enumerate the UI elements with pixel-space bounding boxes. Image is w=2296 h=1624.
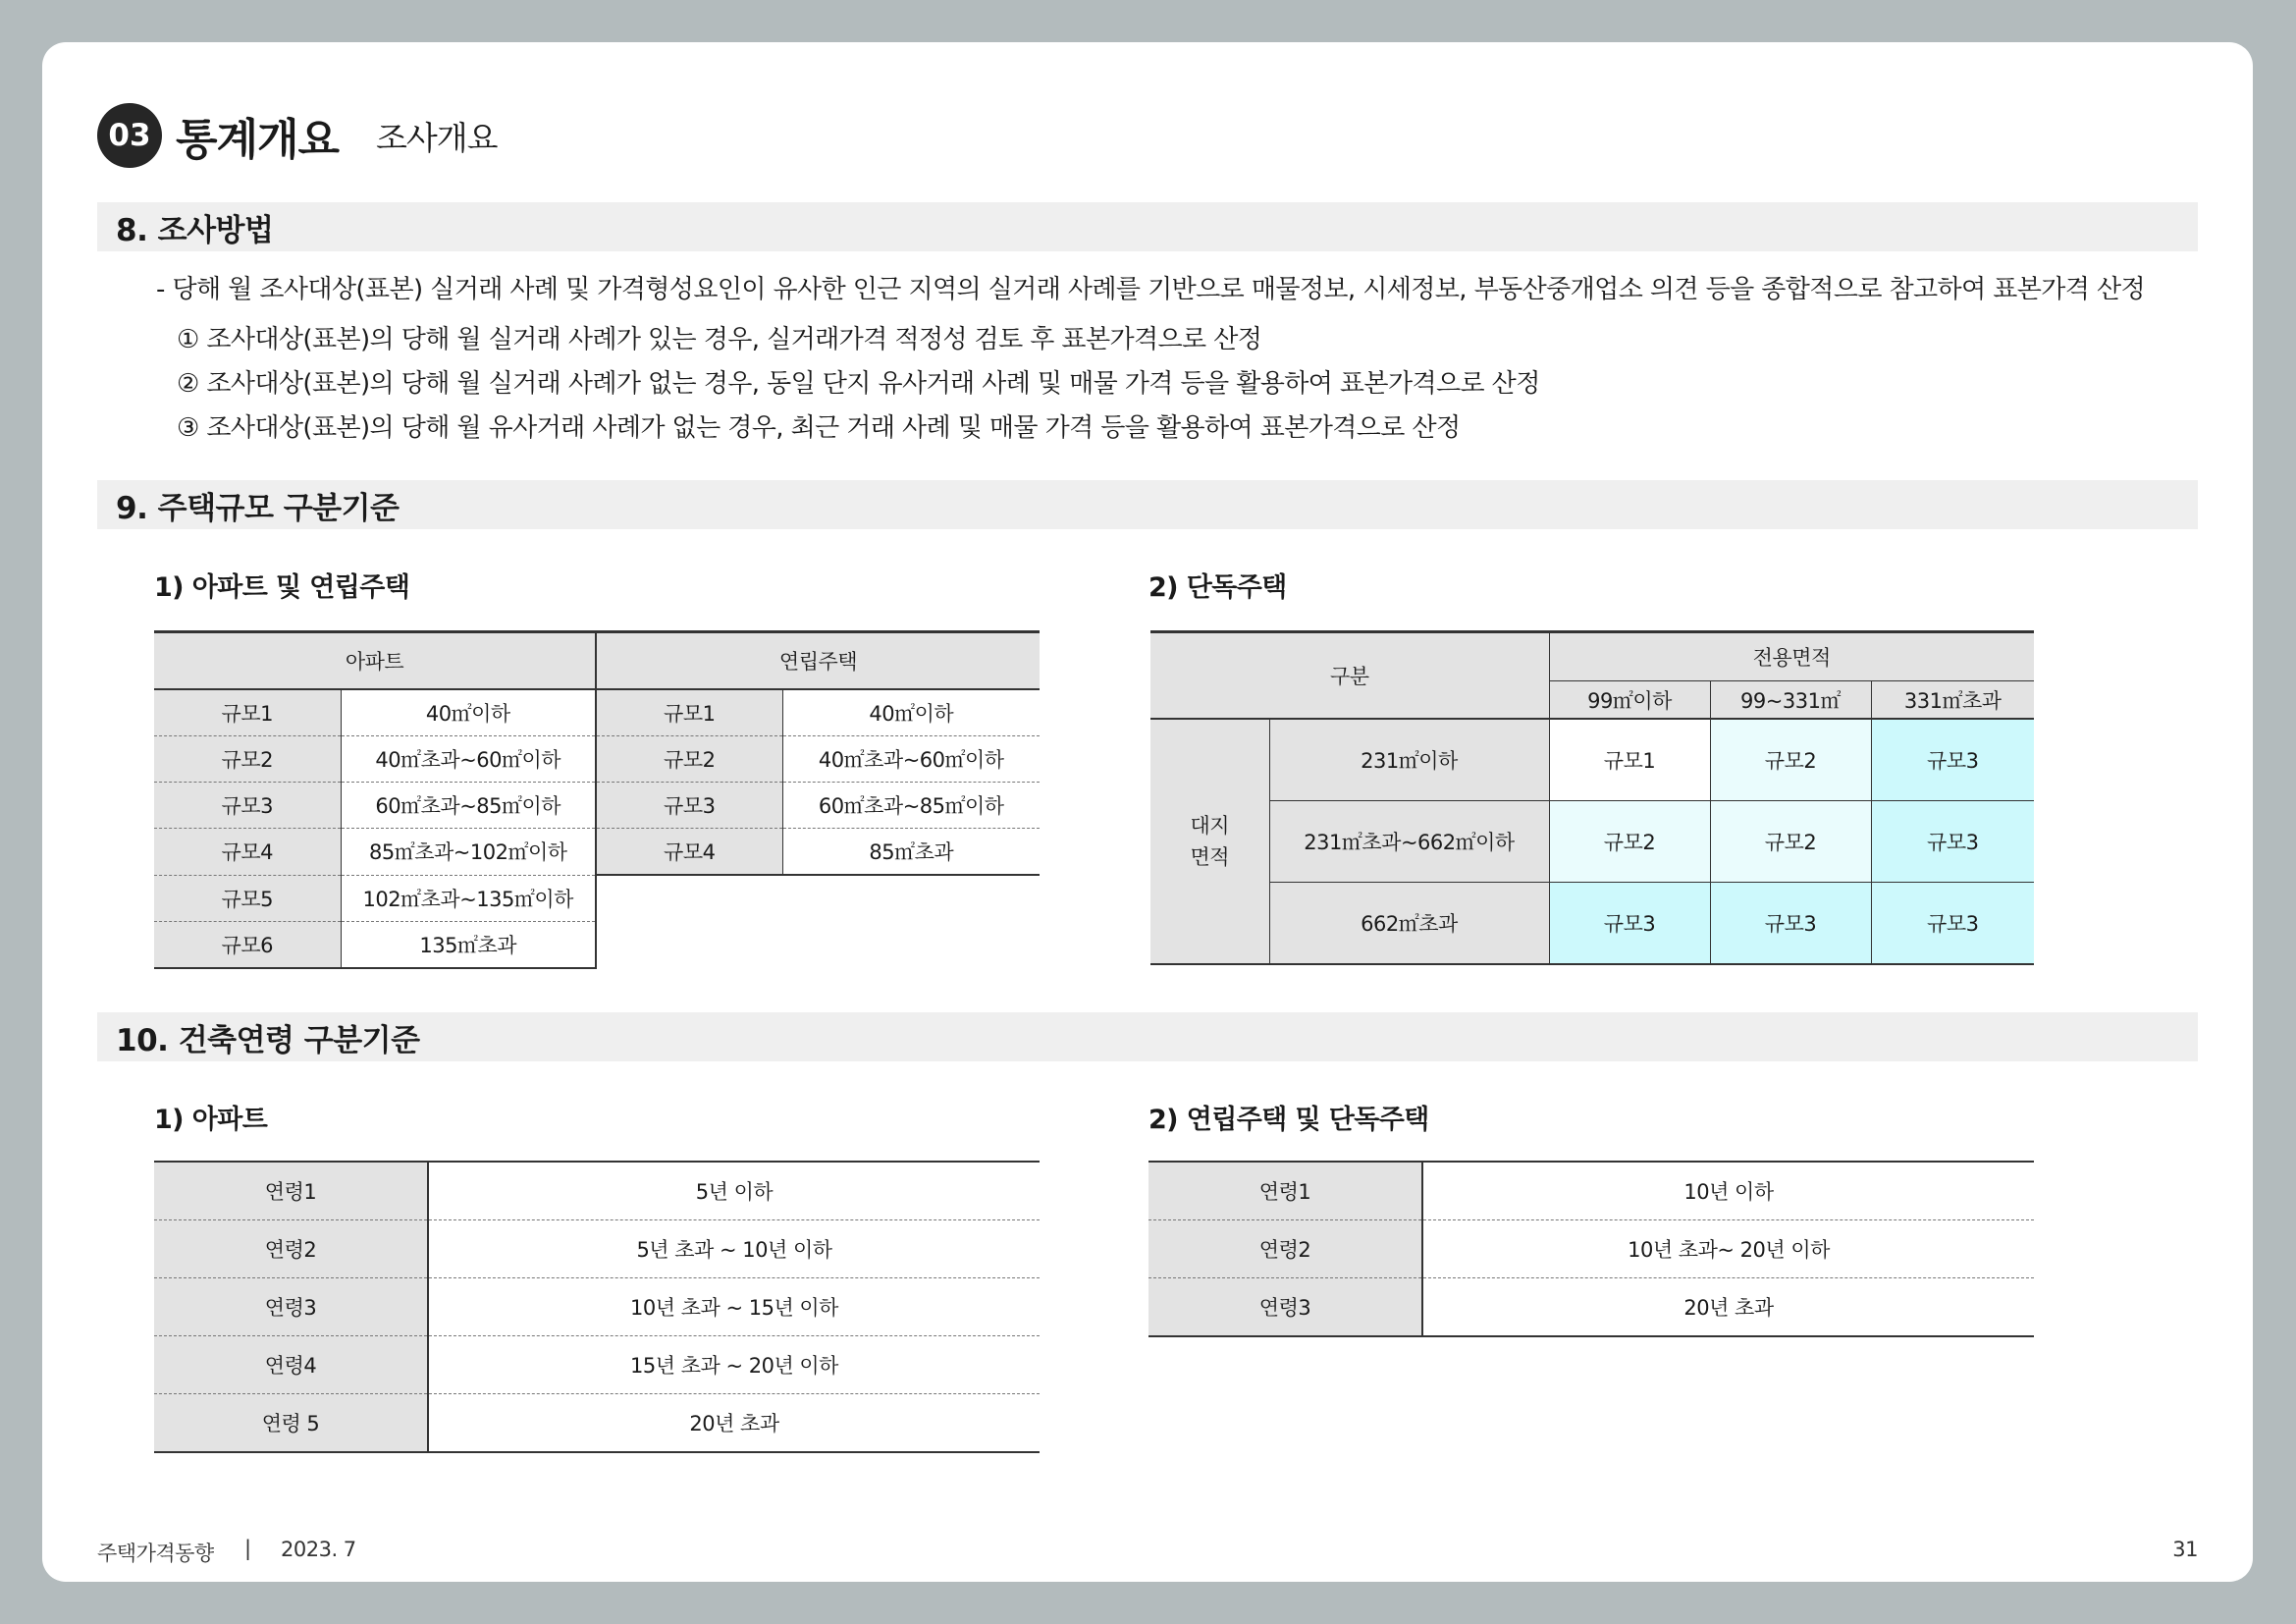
table-cell: 40㎡이하	[341, 689, 596, 736]
table-cell: 규모3	[596, 783, 782, 829]
age-value: 5년 이하	[428, 1162, 1040, 1220]
empty-cell	[596, 921, 1040, 968]
table-cell: 40㎡이하	[782, 689, 1040, 736]
size-table-apartment-row-house	[154, 630, 1040, 969]
table-cell: 60㎡초과~85㎡이하	[341, 783, 596, 829]
table-cell: 규모3	[1710, 883, 1871, 965]
age-value: 10년 초과~ 20년 이하	[1422, 1220, 2034, 1278]
section-8-title: 8. 조사방법	[97, 202, 2198, 251]
table-cell: 규모2	[1710, 719, 1871, 801]
chapter-number-badge: 03	[97, 103, 162, 168]
section-9-subheading-1: 1) 아파트 및 연립주택	[154, 572, 410, 603]
table-row-header-land-area: 대지 면적	[1150, 719, 1269, 964]
section-9-title: 9. 주택규모 구분기준	[97, 480, 2198, 529]
age-value: 5년 초과 ~ 10년 이하	[428, 1220, 1040, 1278]
document-page	[42, 42, 2253, 1582]
table-cell: 규모1	[154, 689, 341, 736]
chapter-title: 통계개요	[176, 115, 340, 165]
age-label: 연령 5	[154, 1394, 428, 1453]
table-header-gubun: 구분	[1150, 632, 1549, 720]
empty-cell	[596, 875, 1040, 921]
table-cell: 60㎡초과~85㎡이하	[782, 783, 1040, 829]
section-8-item-2: ② 조사대상(표본)의 당해 월 실거래 사례가 없는 경우, 동일 단지 유사거래 사례 및 매물 가격 등을 활용하여 표본가격으로 산정	[177, 369, 1540, 399]
section-10-subheading-1: 1) 아파트	[154, 1105, 268, 1135]
age-label: 연령2	[154, 1220, 428, 1278]
section-8-item-1: ① 조사대상(표본)의 당해 월 실거래 사례가 있는 경우, 실거래가격 적정성 검토 후 표본가격으로 산정	[177, 325, 1262, 354]
section-10-title: 10. 건축연령 구분기준	[97, 1012, 2198, 1061]
table-cell: 85㎡초과	[782, 829, 1040, 876]
table-cell: 규모5	[154, 875, 341, 921]
table-col-header: 331㎡초과	[1871, 681, 2034, 720]
table-cell: 규모4	[596, 829, 782, 876]
footer-title: 주택가격동향	[97, 1542, 214, 1565]
age-label: 연령1	[1148, 1162, 1422, 1220]
table-cell: 85㎡초과~102㎡이하	[341, 829, 596, 876]
table-cell: 규모3	[1871, 719, 2034, 801]
table-cell: 40㎡초과~60㎡이하	[341, 736, 596, 783]
table-cell: 규모3	[1871, 883, 2034, 965]
table-row-label: 231㎡이하	[1269, 719, 1549, 801]
table-col-header: 99~331㎡	[1710, 681, 1871, 720]
page-number: 31	[2172, 1538, 2198, 1561]
table-header-row-house: 연립주택	[596, 632, 1040, 690]
age-label: 연령1	[154, 1162, 428, 1220]
table-cell: 규모1	[1549, 719, 1710, 801]
age-table-apartment	[154, 1161, 1040, 1453]
table-cell: 규모2	[154, 736, 341, 783]
table-cell: 규모6	[154, 921, 341, 968]
table-cell: 규모4	[154, 829, 341, 876]
age-value: 10년 초과 ~ 15년 이하	[428, 1278, 1040, 1336]
table-cell: 규모3	[154, 783, 341, 829]
age-label: 연령4	[154, 1336, 428, 1394]
table-cell: 규모2	[1710, 801, 1871, 883]
section-8-item-3: ③ 조사대상(표본)의 당해 월 유사거래 사례가 없는 경우, 최근 거래 사례 및 매물 가격 등을 활용하여 표본가격으로 산정	[177, 413, 1461, 443]
section-8-description: - 당해 월 조사대상(표본) 실거래 사례 및 가격형성요인이 유사한 인근 지역의 실거래 사례를 기반으로 매물정보, 시세정보, 부동산중개업소 의견 등을 종합적으로 참고하여 표본가격 산정	[156, 275, 2146, 304]
age-table-row-detached	[1148, 1161, 2034, 1337]
table-cell: 102㎡초과~135㎡이하	[341, 875, 596, 921]
footer-date: 2023. 7	[281, 1538, 356, 1561]
age-value: 15년 초과 ~ 20년 이하	[428, 1336, 1040, 1394]
page-header	[97, 99, 498, 172]
section-10-subheading-2: 2) 연립주택 및 단독주택	[1148, 1105, 1429, 1135]
table-cell: 135㎡초과	[341, 921, 596, 968]
age-value: 10년 이하	[1422, 1162, 2034, 1220]
chapter-subtitle: 조사개요	[376, 118, 498, 157]
table-cell: 40㎡초과~60㎡이하	[782, 736, 1040, 783]
table-header-apartment: 아파트	[154, 632, 596, 690]
table-header-exclusive-area: 전용면적	[1549, 632, 2034, 681]
table-col-header: 99㎡이하	[1549, 681, 1710, 720]
size-table-detached-house	[1150, 630, 2034, 965]
age-label: 연령3	[1148, 1278, 1422, 1337]
table-cell: 규모1	[596, 689, 782, 736]
section-9-subheading-2: 2) 단독주택	[1148, 572, 1287, 603]
table-row-label: 231㎡초과~662㎡이하	[1269, 801, 1549, 883]
table-cell: 규모3	[1549, 883, 1710, 965]
table-cell: 규모2	[1549, 801, 1710, 883]
table-cell: 규모2	[596, 736, 782, 783]
age-label: 연령3	[154, 1278, 428, 1336]
age-value: 20년 초과	[428, 1394, 1040, 1453]
table-cell: 규모3	[1871, 801, 2034, 883]
age-value: 20년 초과	[1422, 1278, 2034, 1337]
footer-separator: |	[244, 1537, 251, 1560]
table-row-label: 662㎡초과	[1269, 883, 1549, 965]
age-label: 연령2	[1148, 1220, 1422, 1278]
